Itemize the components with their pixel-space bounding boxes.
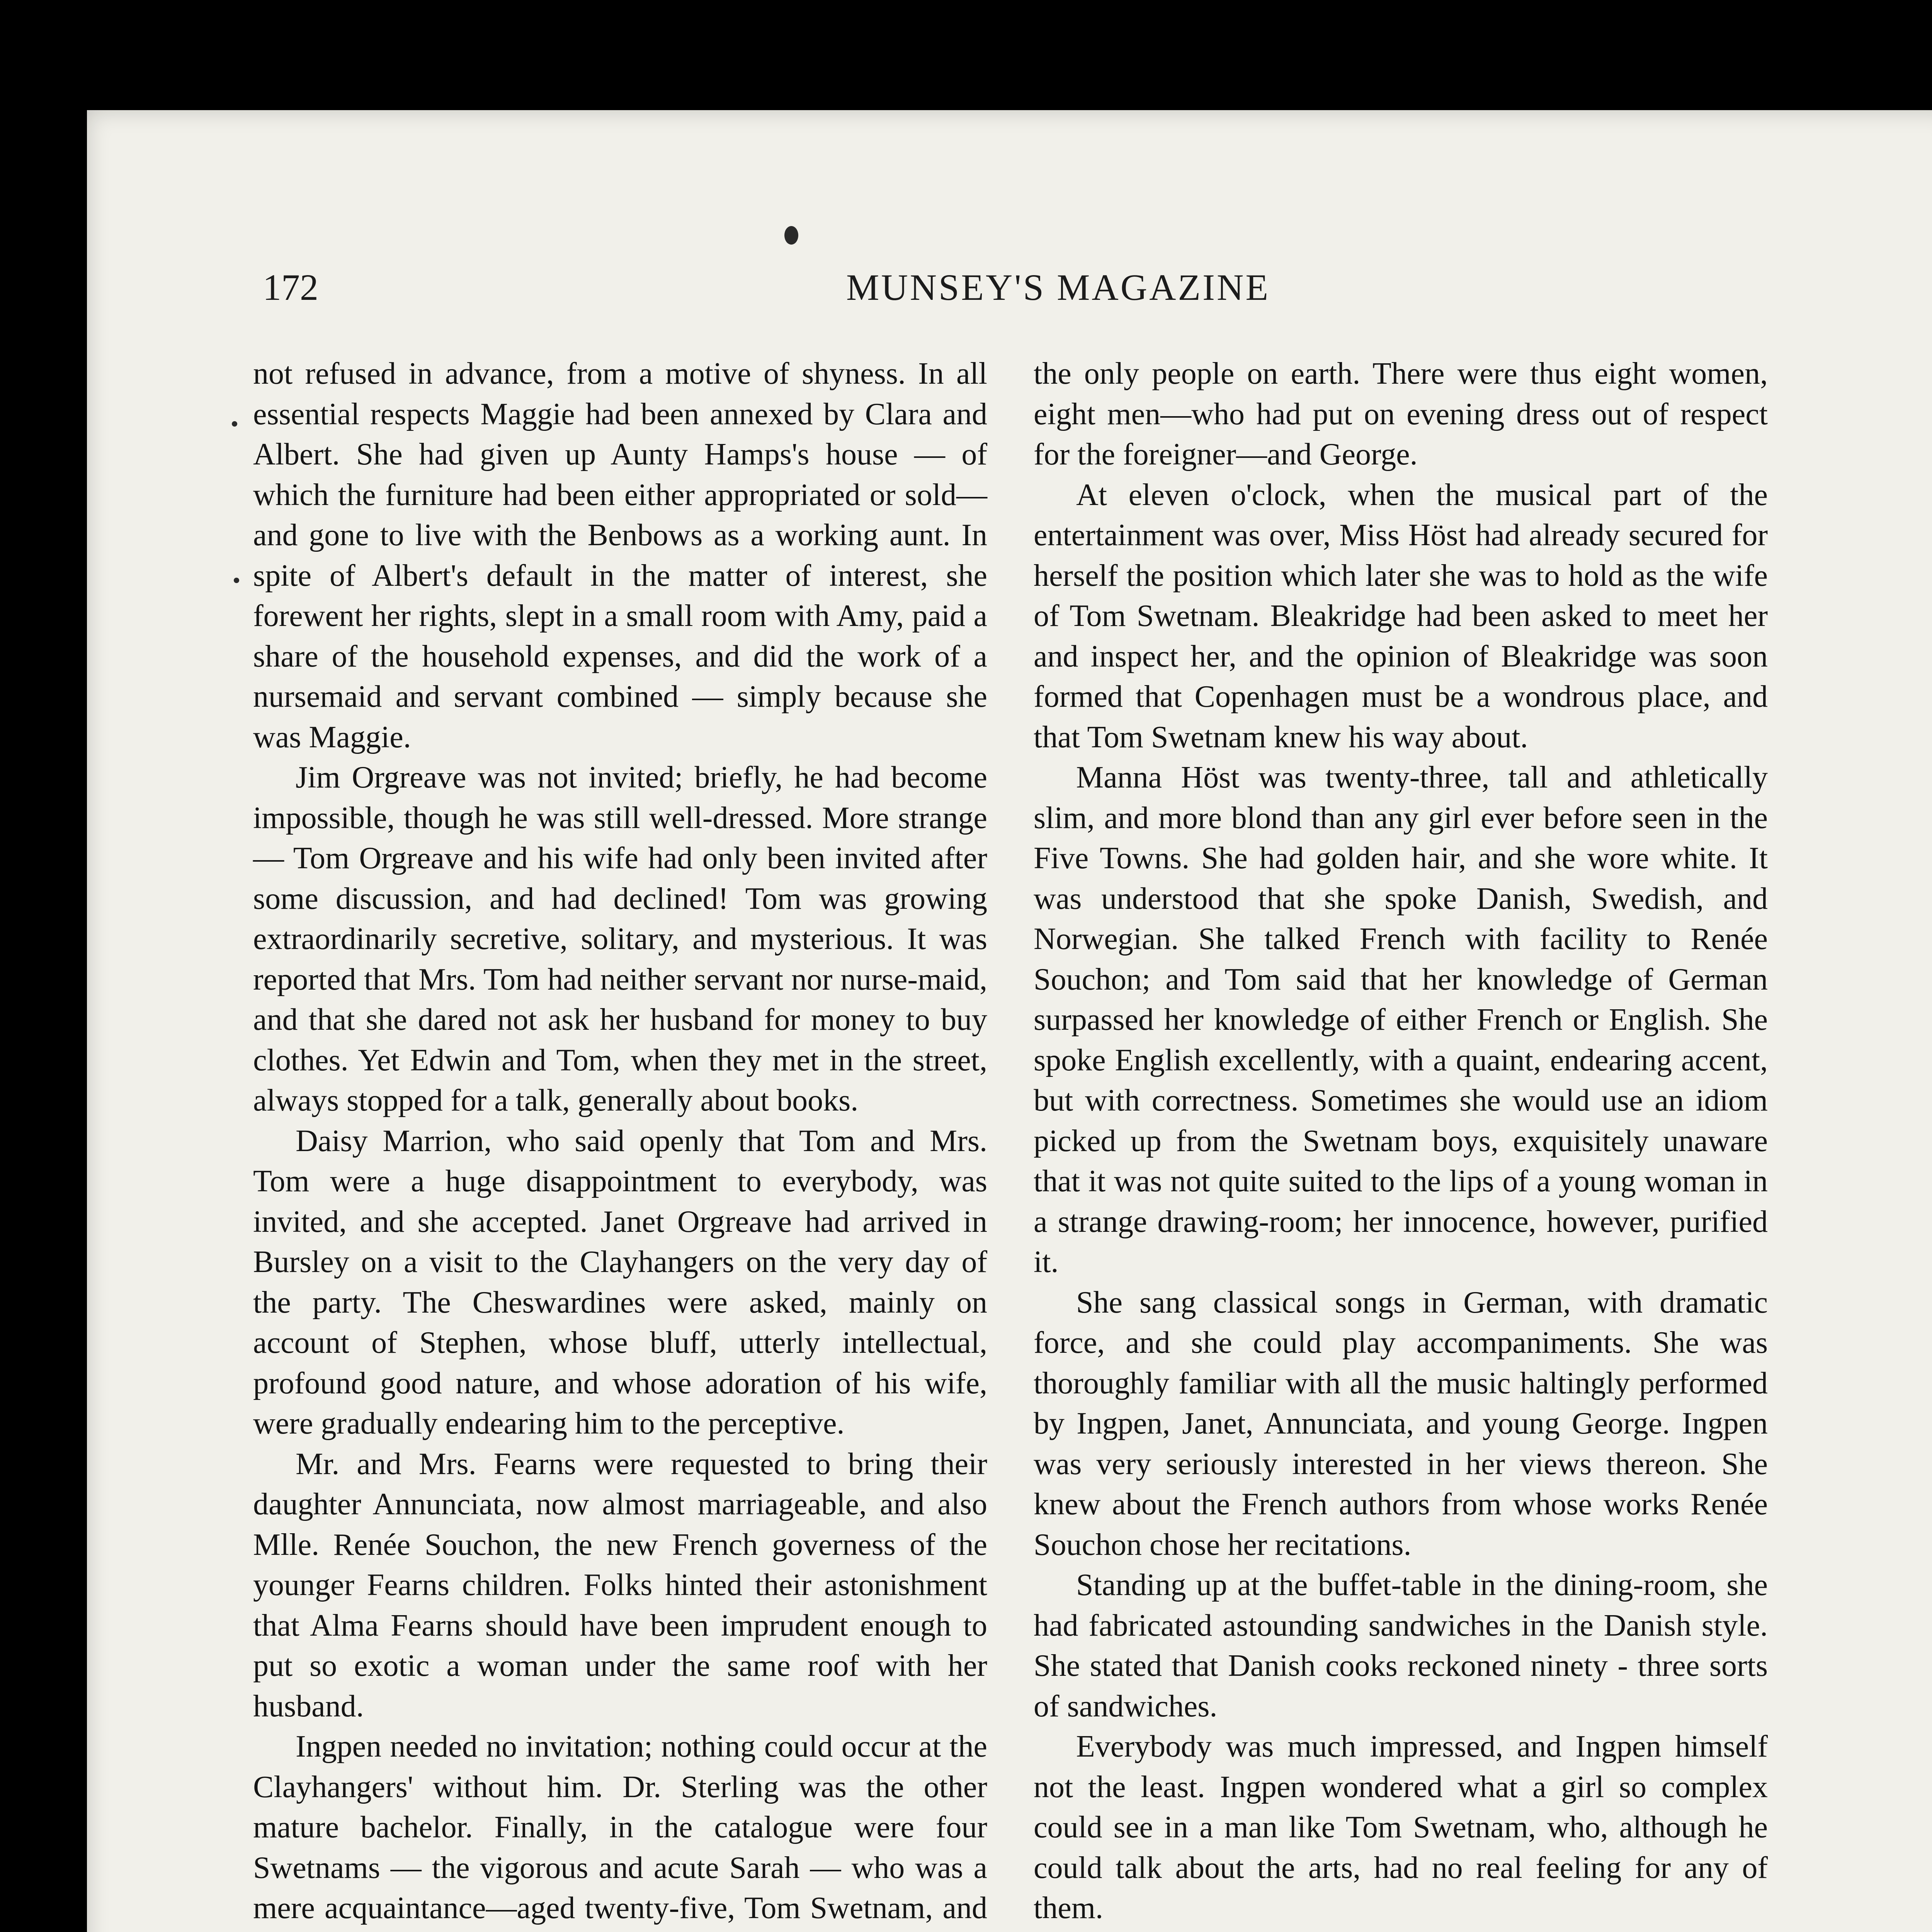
magazine-title: MUNSEY'S MAGAZINE	[846, 267, 1270, 308]
paragraph: Everybody was much impressed, and Ingpen himself not the least. Ingpen wondered what a girl so complex could see in a man like Tom Swetnam, who, although he could talk about the arts, had no real feeling for any of them.	[1034, 1730, 1768, 1925]
scan-speck	[784, 226, 798, 245]
paragraph	[1034, 1929, 1768, 1932]
page-number: 172	[263, 267, 318, 308]
paragraph: Ingpen needed no invitation; nothing could occur at the Clayhangers' without him. Dr. Sterling was the other mature bachelor. Finally, in the catalogue were four Swetnams — the vigorous and acute Sarah — who was a mere acquaintance—aged twenty-five, Tom Swetnam, and	[253, 1730, 987, 1925]
right-text-column	[1034, 354, 1768, 1932]
paragraph: Daisy Marrion, who said openly that Tom and Mrs. Tom were a huge disappointment to everybody, was invited, and she accepted. Janet Orgreave had arrived in Bursley on a visit to the Clayhangers on the very day of the party. The Cheswardines were asked, mainly on account of Stephen, whose bluff, utterly intellectual, profound good nature, and whose adoration of his wife, were gradually endearing him to the perceptive.	[253, 1124, 987, 1440]
paragraph: Standing up at the buffet-table in the dining-room, she had fabricated astounding sandwiches in the Danish style. She stated that Danish cooks reckoned ninety - three sorts of sandwiches.	[1034, 1568, 1768, 1723]
paragraph: Manna Höst was twenty-three, tall and athletically slim, and more blond than any girl ever before seen in the Five Towns. She had golden hair, and she wore white. It was understood that she spoke Danish, Swedish, and Norwegian. She talked French with facility to Renée Souchon; and Tom said that her knowledge of German surpassed her knowledge of either French or English. She spoke English excellently, with a quaint, endearing accent, but with correctness. Sometimes she would use an idiom picked up from the Swetnam boys, exquisitely unaware that it was not quite suited to the lips of a young woman in a strange drawing-room; her innocence, however, purified it.	[1034, 760, 1768, 1279]
scan-speck	[232, 421, 237, 427]
paragraph: Jim Orgreave was not invited; briefly, he had become impossible, though he was still well-dressed. More strange — Tom Orgreave and his wife had only been invited after some discussion, and had declined! Tom was growing extraordinarily secretive, solitary, and mysterious. It was reported that Mrs. Tom had neither servant nor nurse-maid, and that she dared not ask her husband for money to buy clothes. Yet Edwin and Tom, when they met in the street, always stopped for a talk, generally about books.	[253, 760, 987, 1117]
paragraph: At eleven o'clock, when the musical part of the entertainment was over, Miss Höst had already secured for herself the position which later she was to hold as the wife of Tom Swetnam. Bleakridge had been asked to meet her and inspect her, and the opinion of Bleakridge was soon formed that Copenhagen must be a wondrous place, and that Tom Swetnam knew his way about.	[1034, 478, 1768, 754]
paragraph: Mr. and Mrs. Fearns were requested to bring their daughter Annunciata, now almost marriageable, and also Mlle. Renée Souchon, the new French governess of the younger Fearns children. Folks hinted their astonishment that Alma Fearns should have been imprudent enough to put so exotic a woman under the same roof with her husband.	[253, 1447, 987, 1723]
paragraph: the only people on earth. There were thus eight women, eight men—who had put on evening dress out of respect for the foreigner—and George.	[1034, 357, 1768, 471]
paragraph: not refused in advance, from a motive of shyness. In all essential respects Maggie had been annexed by Clara and Albert. She had given up Aunty Hamps's house — of which the furniture had been either appropriated or sold—and gone to live with the Benbows as a working aunt. In spite of Albert's default in the matter of interest, she forewent her rights, slept in a small room with Amy, paid a share of the household expenses, and did the work of a nursemaid and servant combined — simply because she was Maggie.	[253, 357, 987, 754]
left-text-column	[253, 354, 987, 1932]
running-head	[162, 264, 1839, 326]
scan-speck	[234, 578, 239, 583]
paragraph: She sang classical songs in German, with dramatic force, and she could play accompaniments. She was thoroughly familiar with all the music haltingly performed by Ingpen, Janet, Annunciata, and young George. Ingpen was very seriously interested in her views thereon. She knew about the French authors from whose works Renée Souchon chose her recitations.	[1034, 1285, 1768, 1562]
